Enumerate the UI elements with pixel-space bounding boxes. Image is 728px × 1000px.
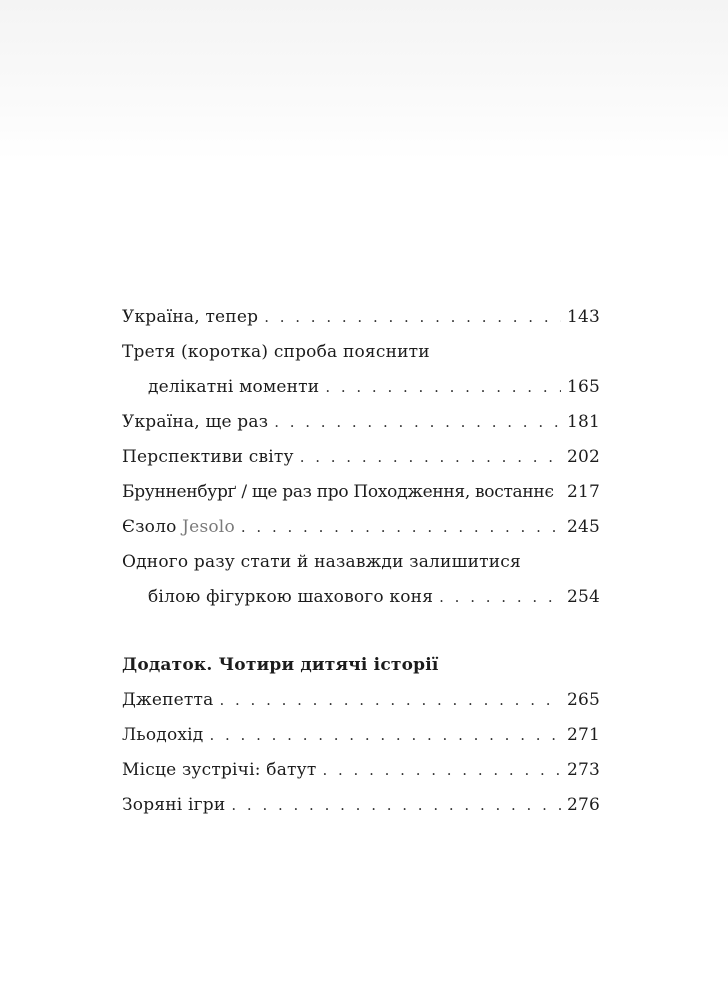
toc-entry-page: 143 [566, 307, 600, 327]
toc-entry-title: Зоряні ігри [122, 795, 226, 815]
toc-entry-page: 271 [566, 725, 600, 745]
toc-entry-title: Одного разу стати й назавжди залишитися [122, 552, 521, 572]
toc-entry [122, 300, 600, 335]
toc-entry-title-latin: Jesolo [182, 517, 235, 537]
toc-entry [122, 753, 600, 788]
dot-leader [209, 718, 560, 753]
toc-entry-continuation [122, 370, 600, 405]
toc-entry-page: 245 [566, 517, 600, 537]
toc-entry-page: 265 [566, 690, 600, 710]
toc-entry-continuation [122, 580, 600, 615]
toc-entry [122, 718, 600, 753]
toc-entry-title: Льодохід [122, 725, 204, 745]
section-gap [122, 615, 600, 647]
toc-entry-title: Місце зустрічі: батут [122, 760, 317, 780]
toc-entry-page: 254 [566, 587, 600, 607]
toc-entry [122, 475, 600, 510]
toc-entry [122, 510, 600, 545]
dot-leader [322, 753, 560, 788]
toc-entry-title: Брунненбурґ / ще раз про Походження, востаннє [122, 482, 554, 502]
toc-entry [122, 405, 600, 440]
toc-entry-page: 273 [566, 760, 600, 780]
table-of-contents [122, 300, 600, 823]
toc-entry-page: 202 [566, 447, 600, 467]
dot-leader [439, 580, 561, 615]
toc-entry-page: 217 [566, 482, 600, 502]
dot-leader [560, 475, 561, 510]
toc-entry-title: Перспективи світу [122, 447, 294, 467]
toc-entry-page: 165 [566, 377, 600, 397]
toc-entry-title [122, 510, 235, 545]
toc-entry-title: Третя (коротка) спроба пояснити [122, 342, 430, 362]
toc-entry-page: 181 [566, 412, 600, 432]
toc-entry [122, 788, 600, 823]
toc-entry-page: 276 [566, 795, 600, 815]
toc-entry [122, 545, 600, 580]
dot-leader [241, 510, 561, 545]
toc-entry-title-continuation: білою фігуркою шахового коня [148, 587, 434, 607]
toc-entry-title: Джепетта [122, 690, 214, 710]
dot-leader [264, 300, 561, 335]
toc-entry [122, 440, 600, 475]
dot-leader [274, 405, 561, 440]
toc-entry-title: Україна, тепер [122, 307, 259, 327]
appendix-heading: Додаток. Чотири дитячі історії [122, 655, 439, 675]
toc-entry [122, 683, 600, 718]
toc-entry-title: Україна, ще раз [122, 412, 269, 432]
dot-leader [219, 683, 560, 718]
dot-leader [325, 370, 561, 405]
dot-leader [231, 788, 561, 823]
dot-leader [300, 440, 561, 475]
toc-entry [122, 335, 600, 370]
toc-entry-title-continuation: делікатні моменти [148, 377, 320, 397]
toc-entry-title-cyrillic: Єзоло [122, 517, 177, 537]
page-top-shading [0, 0, 728, 160]
